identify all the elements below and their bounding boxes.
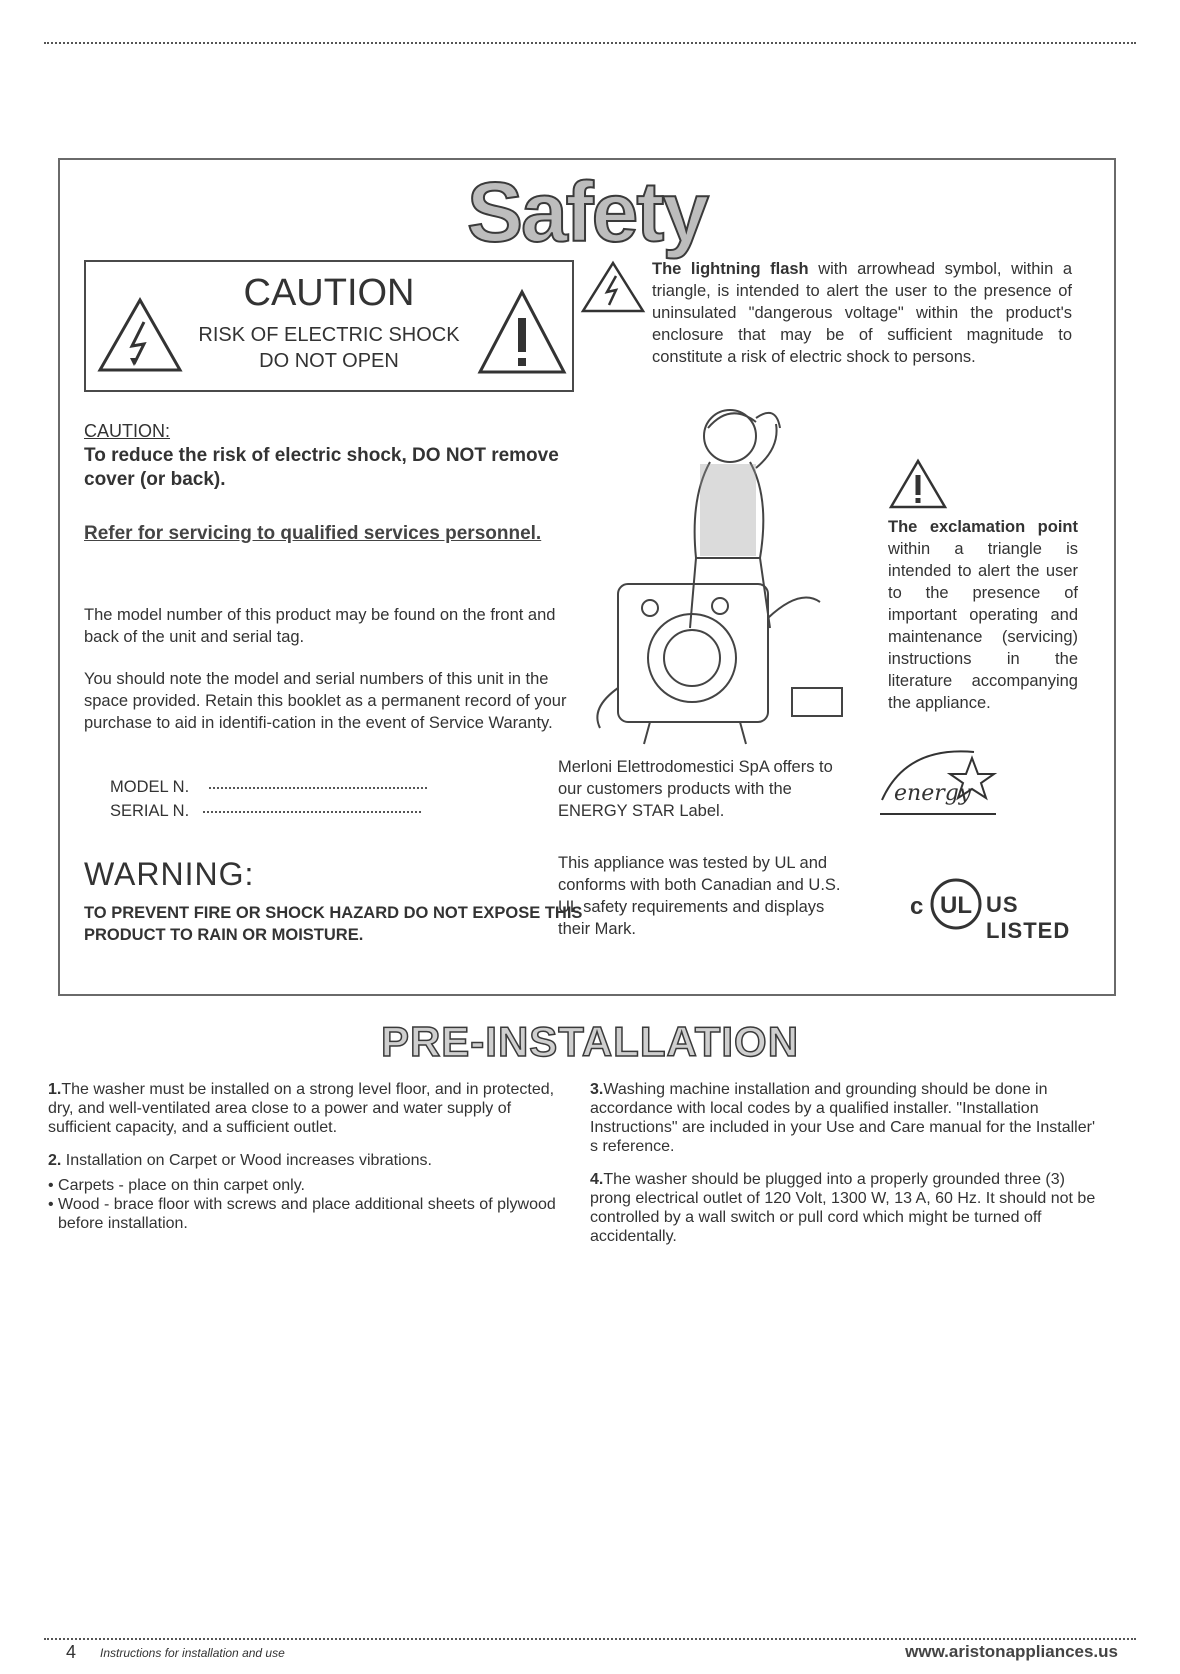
ul-mark-icon bbox=[910, 874, 986, 934]
footer-url: www.aristonappliances.us bbox=[905, 1642, 1118, 1661]
exclamation-triangle-icon bbox=[476, 288, 568, 376]
ul-listed-text: US LISTED bbox=[986, 892, 1071, 943]
serial-blank bbox=[203, 811, 421, 813]
pre-installation-right-column bbox=[590, 1080, 1098, 1246]
pre-installation-left-column bbox=[48, 1080, 576, 1233]
model-field bbox=[110, 778, 427, 797]
lightning-text: with arrowhead symbol, within a triangle, is intended to alert the user to the presence of uninsulated "dangerous voltage" within the product's enclosure that may be of sufficient magnitude to constitute a risk of electric shock to persons. bbox=[652, 260, 1073, 366]
repairman-illustration bbox=[580, 388, 850, 748]
model-blank bbox=[209, 787, 427, 789]
item-3-number: 3. bbox=[590, 1081, 604, 1098]
item-3-text: Washing machine installation and grounding should be done in accordance with local codes by a qualified installer. "Installation Instructions" are included in your Use and Care manual for the Installer' s reference. bbox=[590, 1081, 1095, 1155]
energy-star-text: Merloni Elettrodomestici SpA offers to our customers products with the ENERGY STAR Label. bbox=[558, 758, 833, 820]
exclamation-bold: The exclamation point bbox=[888, 518, 1078, 536]
item-1 bbox=[48, 1080, 576, 1137]
lightning-note bbox=[652, 258, 1072, 368]
record-note: You should note the model and serial numbers of this unit in the space provided. Retain this booklet as a permanent record of your purchase to aid in identifi-cation in the event of Service Waranty. bbox=[84, 670, 567, 732]
footer-doc-title: Instructions for installation and use bbox=[100, 1646, 285, 1660]
bullet-wood-text: Wood - brace floor with screws and place additional sheets of plywood before installation. bbox=[58, 1196, 556, 1232]
energy-star-logo bbox=[876, 740, 1000, 820]
top-rule bbox=[44, 42, 1136, 44]
caution-text: To reduce the risk of electric shock, DO NOT remove cover (or back). bbox=[84, 445, 559, 490]
caution-label: CAUTION: bbox=[84, 421, 171, 441]
caution-line-2: DO NOT OPEN bbox=[259, 350, 399, 372]
safety-title: Safety bbox=[466, 165, 708, 259]
bullet-carpets: • Carpets - place on thin carpet only. bbox=[48, 1177, 305, 1194]
model-note: The model number of this product may be found on the front and back of the unit and serial tag. bbox=[84, 606, 556, 646]
item-1-text: The washer must be installed on a strong level floor, and in protected, dry, and well-ventilated area close to a power and water supply of sufficient capacity, and a sufficient outlet. bbox=[48, 1081, 555, 1136]
ul-listed-logo bbox=[910, 874, 1080, 943]
lightning-triangle-icon bbox=[580, 260, 646, 314]
serial-field bbox=[110, 802, 421, 821]
exclamation-note bbox=[888, 516, 1078, 714]
page-number: 4 bbox=[66, 1642, 77, 1662]
item-4-number: 4. bbox=[590, 1171, 604, 1188]
item-2-text: Installation on Carpet or Wood increases vibrations. bbox=[65, 1152, 432, 1169]
bullet-wood: • Wood - brace floor with screws and place additional sheets of plywood before installation. bbox=[48, 1196, 556, 1232]
item-3 bbox=[590, 1080, 1098, 1156]
item-2 bbox=[48, 1151, 576, 1170]
item-4-text: The washer should be plugged into a properly grounded three (3) prong electrical outlet of 120 Volt, 1300 W, 13 A, 60 Hz. It should not be controlled by a wall switch or pull cord which might be turned off accidentally. bbox=[590, 1171, 1096, 1245]
exclamation-text: within a triangle is intended to alert the user to the presence of important operating and maintenance (servicing) instructions in the literature accompanying the appliance. bbox=[888, 540, 1078, 712]
item-4 bbox=[590, 1170, 1098, 1246]
ul-note: This appliance was tested by UL and conforms with both Canadian and U.S. UL safety requirements and displays their Mark. bbox=[558, 854, 841, 938]
svg-text:UL: UL bbox=[940, 892, 972, 919]
lightning-bold: The lightning flash bbox=[652, 260, 809, 278]
caution-line-1: RISK OF ELECTRIC SHOCK bbox=[198, 324, 460, 346]
item-1-number: 1. bbox=[48, 1081, 62, 1098]
warning-text: TO PREVENT FIRE OR SHOCK HAZARD DO NOT EXPOSE THIS PRODUCT TO RAIN OR MOISTURE. bbox=[84, 904, 583, 944]
safety-section bbox=[58, 158, 1116, 996]
pre-installation-title: PRE-INSTALLATION bbox=[380, 1018, 800, 1065]
refer-text: Refer for servicing to qualified services personnel. bbox=[84, 523, 542, 544]
bottom-rule bbox=[44, 1638, 1136, 1640]
bullet-carpets-text: Carpets - place on thin carpet only. bbox=[58, 1177, 305, 1194]
caution-title: CAUTION bbox=[243, 272, 415, 314]
warning-title: WARNING: bbox=[84, 856, 255, 892]
svg-text:c: c bbox=[910, 893, 924, 920]
svg-text:energy: energy bbox=[894, 781, 972, 806]
caution-label-box bbox=[84, 260, 574, 392]
model-label: MODEL N. bbox=[110, 778, 190, 796]
item-2-number: 2. bbox=[48, 1152, 62, 1169]
exclamation-triangle-icon bbox=[888, 458, 948, 510]
serial-label: SERIAL N. bbox=[110, 802, 190, 820]
